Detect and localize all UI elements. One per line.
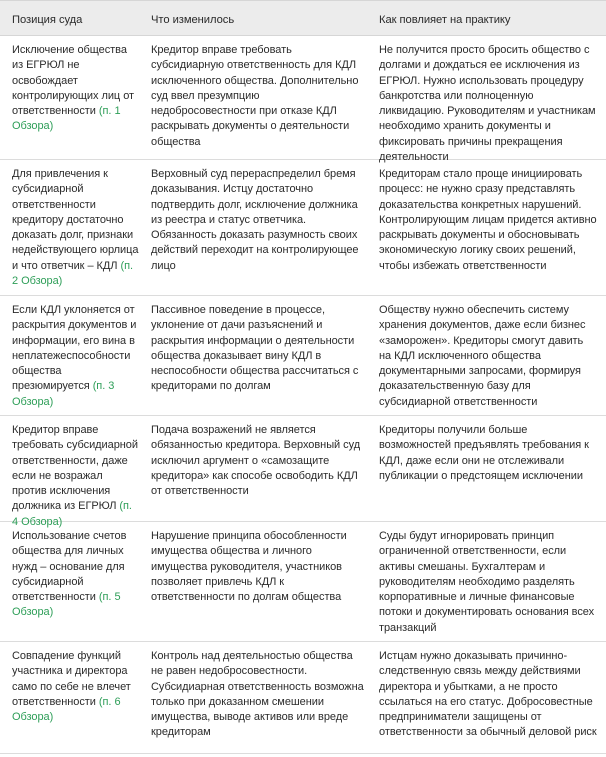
review-reference-link[interactable]: (п. 5 Обзора) [12,591,121,619]
position-text: Совпадение функций участника и директора само по себе не влечет ответственности [12,650,131,708]
position-cell [12,529,140,621]
impact-cell: Истцам нужно доказывать причинно-следственную связь между действиями директора и убытками, а не просто ссылаться на его статус. Добросовестные предприниматели защищены от ответственности за обычный деловой риск [379,650,597,739]
position-cell [12,649,140,725]
impact-cell: Не получится просто бросить общество с долгами и дождаться ее исключения из ЕГРЮЛ. Нужно использовать процедуру банкротства или полноценную ликвидацию. Руководителям и участникам необходимо хранить документы и фиксировать причины прекращения деятельности [379,44,596,164]
position-text: Исключение общества из ЕГРЮЛ не освобождает контролирующих лиц от ответственности [12,44,135,118]
impact-cell: Суды будут игнорировать принцип ограниченной ответственности, если активы смешаны. Бухгалтерам и руководителям необходимо разделять корпоративные и личные финансовые потоки и документировать основания всех транзакций [379,530,595,634]
position-cell [12,167,140,289]
table-row [0,36,606,164]
position-cell [12,423,140,530]
table-row [0,522,606,642]
table-row [0,160,606,296]
position-text: Если КДЛ уклоняется от раскрытия документов и информации, его вина в неплатежеспособности общества презюмируется [12,304,137,393]
change-cell: Нарушение принципа обособленности имущества общества и личного имущества руководителя, участников позволяет привлечь КДЛ к ответственности по долгам общества [151,530,347,604]
position-cell [12,43,140,135]
change-cell: Пассивное поведение в процессе, уклонение от дачи разъяснений и раскрытия информации о деятельности общества доказывает вину КДЛ в неспособности общества рассчитаться с кредиторами по долгам [151,304,359,393]
review-reference-link[interactable]: (п. 2 Обзора) [12,259,133,288]
change-cell: Подача возражений не является обязанностью кредитора. Верховный суд исключил аргумент о «самозащите кредитора» как способе освободить КДЛ от ответственности [151,424,361,498]
change-cell: Контроль над деятельностью общества не равен недобросовестности. Субсидиарная ответственность возможна только при доказанном смешении имущества, выводе активов или вреде кредиторам [151,650,364,739]
header-change: Что изменилось [151,14,235,26]
header-position: Позиция суда [12,14,83,26]
change-cell: Кредитор вправе требовать субсидиарную ответственность для КДЛ исключенного общества. Дополнительно суд ввел презумпцию недобросовестности при отказе КДЛ раскрывать документы о деятельности общества [151,44,359,148]
impact-cell: Обществу нужно обеспечить систему хранения документов, даже если бизнес «заморожен». Кредиторы смогут давить на КДЛ исключенного общества документарными запросами, формируя доказательственную базу для субсидиарной ответственности [379,304,586,408]
header-impact: Как повлияет на практику [379,14,511,26]
impact-cell: Кредиторы получили больше возможностей предъявлять требования к КДЛ, даже если они не отслеживали публикации о предстоящем исключении [379,424,589,482]
table-row [0,642,606,754]
position-text: Кредитор вправе требовать субсидиарной ответственности, даже если не возражал против исключения должника из ЕГРЮЛ [12,424,138,513]
review-reference-link[interactable]: (п. 3 Обзора) [12,380,115,408]
impact-cell: Кредиторам стало проще инициировать процесс: не нужно сразу представлять доказательства конкретных нарушений. Контролирующим лицам придется активно раскрывать документы и обосновывать экономическую логику своих решений, чтобы избежать ответственности [379,168,597,272]
table-header [0,0,606,36]
table-row [0,296,606,416]
table-row [0,416,606,528]
change-cell: Верховный суд перераспределил бремя доказывания. Истцу достаточно подтвердить долг, исключение должника из реестра и статус ответчика. Обязанность доказать разумность своих действий переходит на контролирующее лицо [151,168,359,272]
review-reference-link[interactable]: (п. 4 Обзора) [12,500,132,528]
review-reference-link[interactable]: (п. 1 Обзора) [12,105,121,133]
position-text: Использование счетов общества для личных нужд – основание для субсидиарной ответственности [12,530,127,604]
position-cell [12,303,140,410]
review-reference-link[interactable]: (п. 6 Обзора) [12,695,121,724]
position-text: Для привлечения к субсидиарной ответственности кредитору достаточно доказать долг, признаки недействующего юрлица и что ответчик – КДЛ [12,168,139,272]
